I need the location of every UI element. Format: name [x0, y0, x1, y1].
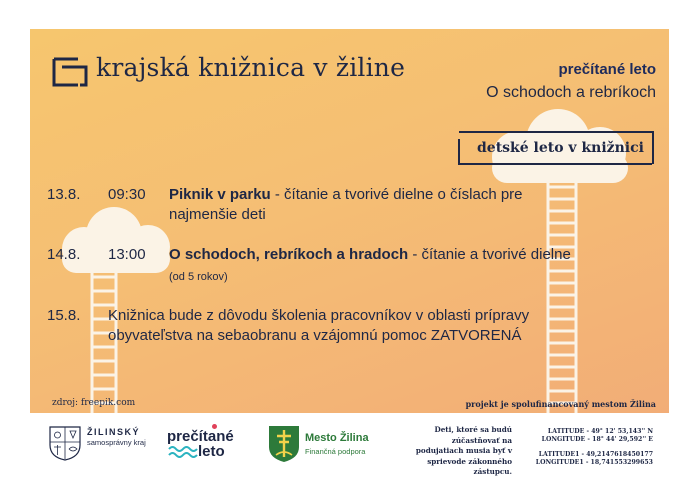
event-3: [47, 306, 657, 350]
event-notice: Knižnica bude z dôvodu školenia pracovníkov v oblasti prípravy obyvateľstva na sebaobranu a vzájomnú pomoc ZATVORENÁ: [108, 307, 530, 344]
event-date: 13.8.: [47, 186, 81, 203]
mesto-zilina-sub: Finančná podpora: [305, 447, 366, 456]
zilinsky-kraj-sub: samosprávny kraj: [87, 438, 146, 447]
campaign-subtitle: O schodoch a rebríkoch: [486, 84, 656, 101]
precitane-logo-line2: leto: [198, 443, 225, 460]
poster: [30, 29, 669, 413]
funding-note: projekt je spolufinancovaný mestom Žilina: [465, 399, 656, 409]
guardian-notice: Deti, ktoré sa budú zúčastňovať na podujatiach musia byť v sprievode zákonného zástupcu.: [415, 425, 512, 476]
event-description: O schodoch, rebríkoch a hradoch - čítanie a tvorivé dielne: [169, 246, 571, 263]
zilina-city-shield-icon: [268, 425, 300, 463]
event-time: 09:30: [108, 186, 146, 203]
coord-lat1: LATITUDE1 - 49,2147618450177: [538, 451, 653, 458]
event-2: [47, 245, 657, 289]
event-description: Piknik v parku - čítanie a tvorivé dielne o číslach pre najmenšie deti: [169, 186, 523, 223]
event-title: Piknik v parku: [169, 186, 271, 203]
wave-icon: [168, 444, 198, 460]
precitane-logo-line1: prečítané: [167, 428, 234, 445]
campaign-title: prečítané leto: [558, 61, 656, 78]
event-note: (od 5 rokov): [169, 271, 228, 283]
tag-label: detské leto v knižnici: [477, 140, 644, 156]
event-date: 15.8.: [47, 307, 81, 324]
coord-lon: LONGITUDE - 18° 44' 29,592'' E: [541, 436, 653, 443]
library-name: krajská knižnica v žiline: [96, 53, 406, 82]
event-time: 13:00: [108, 246, 146, 263]
coord-lon1: LONGITUDE1 - 18,741553299653: [535, 459, 653, 466]
library-logo-icon: [52, 57, 88, 87]
event-1: [47, 185, 657, 229]
mesto-zilina-name: Mesto Žilina: [305, 432, 369, 444]
coord-lat: LATITUDE - 49° 12' 53,143'' N: [547, 428, 653, 435]
zilinsky-kraj-name: ŽILINSKÝ: [87, 427, 141, 437]
event-date: 14.8.: [47, 246, 81, 263]
image-credit: zdroj: freepik.com: [52, 398, 136, 408]
event-title: O schodoch, rebríkoch a hradoch: [169, 246, 409, 263]
zilina-region-crest-icon: [48, 425, 82, 461]
